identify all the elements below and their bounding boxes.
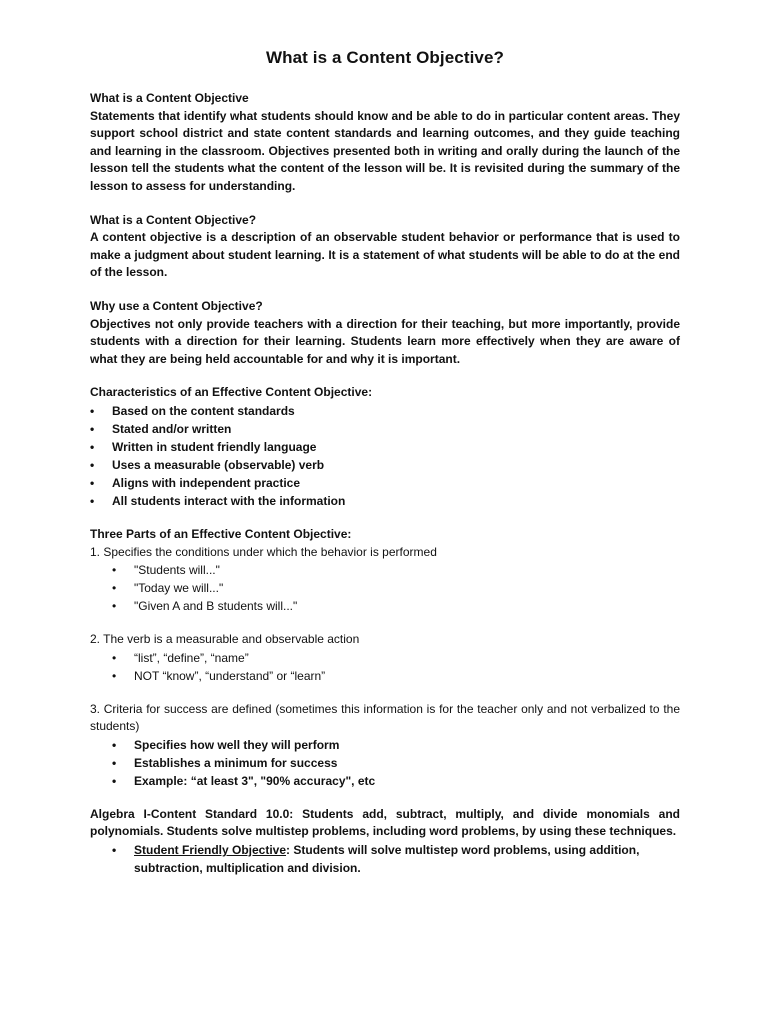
section-heading: Three Parts of an Effective Content Objective: [90,526,352,541]
list-item: • Example: “at least 3", "90% accuracy", etc [112,772,680,790]
section-body: Objectives not only provide teachers with a direction for their teaching, but more importantly, provide students with a direction for their learning. Students learn more effectively when they are aware of what they are being held accountable for and why it is important. [90,316,680,366]
list-item: • Written in student friendly language [90,438,680,456]
list-item: • Aligns with independent practice [90,474,680,492]
list-item: • “list”, “define”, “name” [112,649,680,667]
section-heading: Why use a Content Objective? [90,298,263,313]
standard-paragraph [90,806,680,841]
objective-text: Students will solve multistep word problems, using addition, subtraction, multiplication and division. [134,843,640,876]
standard-label: Algebra I-Content Standard 10.0: [90,806,294,821]
part-1 [90,544,680,616]
section-heading: Characteristics of an Effective Content Objective: [90,385,373,400]
list-item: • NOT “know”, “understand” or “learn” [112,667,680,685]
list-item: • "Students will..." [112,561,680,579]
part-1-list [90,561,680,615]
objective-colon: : [286,843,291,858]
section-heading: What is a Content Objective [90,91,249,105]
list-item: • Specifies how well they will perform [112,736,680,754]
list-item: • "Given A and B students will..." [112,597,680,615]
list-item: • Stated and/or written [90,420,680,438]
list-item: • Based on the content standards [90,402,680,420]
document-page [90,48,680,893]
objective-label: Student Friendly Objective [134,843,287,858]
list-item: • Establishes a minimum for success [112,754,680,772]
section-description [90,212,680,282]
part-text: 1. Specifies the conditions under which the behavior is performed [90,544,437,559]
section-why [90,298,680,368]
part-3-list [90,736,680,790]
section-example [90,806,680,877]
part-2-list [90,649,680,685]
section-characteristics [90,384,680,510]
list-item: • All students interact with the information [90,492,680,510]
part-text: 3. Criteria for success are defined (sometimes this information is for the teacher only and not verbalized to the students) [90,701,680,734]
list-item [112,841,680,877]
part-2 [90,631,680,685]
section-definition [90,90,680,196]
section-body: A content objective is a description of an observable student behavior or performance that is used to make a judgment about student learning. It is a statement of what students will be able to do at the end of the lesson. [90,230,680,280]
standard-text: Students add, subtract, multiply, and divide monomials and polynomials. Students solve multistep problems, including word problems, by using these techniques. [90,806,680,839]
section-three-parts [90,526,680,790]
document-title: What is a Content Objective? [266,48,504,67]
section-body: Statements that identify what students should know and be able to do in particular content areas. They support school district and state content standards and learning outcomes, and they guide teaching and learning in the classroom. Objectives presented both in writing and orally during the launch of the lesson tell the students what the content of the lesson will be. It is revisited during the summary of the lesson to assess for understanding. [90,108,680,193]
part-3 [90,701,680,790]
section-heading: What is a Content Objective? [90,212,257,227]
list-item: • "Today we will..." [112,579,680,597]
part-text: 2. The verb is a measurable and observable action [90,632,360,647]
list-item: • Uses a measurable (observable) verb [90,456,680,474]
characteristics-list [90,402,680,510]
objective-list [90,841,680,877]
